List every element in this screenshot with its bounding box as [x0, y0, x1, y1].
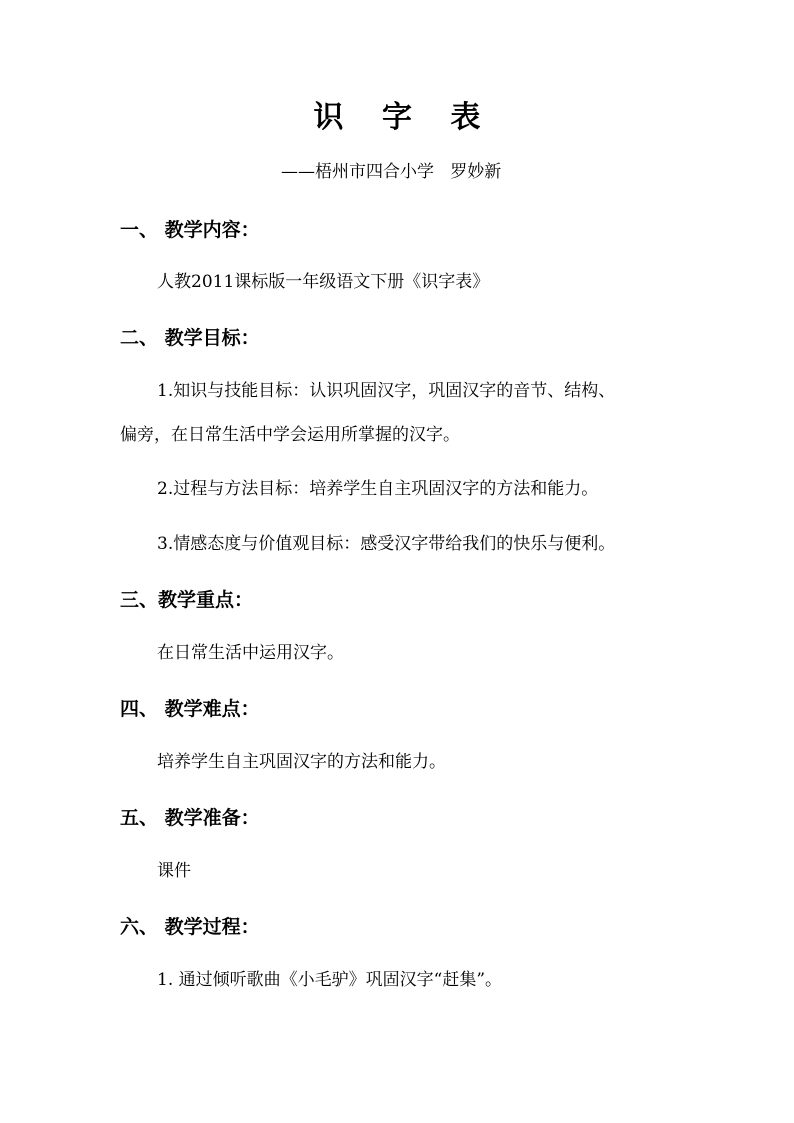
document-title: 识 字 表: [313, 100, 495, 135]
section-heading-key-points: 三、教学重点：: [120, 589, 254, 611]
preparation-paragraph: 课件: [157, 861, 191, 881]
key-points-paragraph: 在日常生活中运用汉字。: [157, 643, 344, 663]
objective-paragraph-3: 3.情感态度与价值观目标：感受汉字带给我们的快乐与便利。: [157, 534, 616, 554]
section-heading-objectives: 二、 教学目标：: [120, 327, 260, 349]
section-heading-process: 六、 教学过程：: [120, 916, 260, 938]
document-author-line: ——梧州市四合小学 罗妙新: [281, 162, 502, 182]
content-paragraph: 人教2011课标版一年级语文下册《识字表》: [157, 272, 490, 292]
process-step-1: 1. 通过倾听歌曲《小毛驴》巩固汉字“赶集”。: [157, 970, 503, 990]
section-heading-content: 一、 教学内容：: [120, 219, 260, 241]
difficulties-paragraph: 培养学生自主巩固汉字的方法和能力。: [157, 752, 446, 772]
objective-paragraph-1-continued: 偏旁，在日常生活中学会运用所掌握的汉字。: [120, 425, 460, 445]
objective-paragraph-1: 1.知识与技能目标：认识巩固汉字，巩固汉字的音节、结构、: [157, 381, 616, 401]
section-heading-difficulties: 四、 教学难点：: [120, 698, 260, 720]
section-heading-preparation: 五、 教学准备：: [120, 807, 260, 829]
objective-paragraph-2: 2.过程与方法目标：培养学生自主巩固汉字的方法和能力。: [157, 479, 599, 499]
